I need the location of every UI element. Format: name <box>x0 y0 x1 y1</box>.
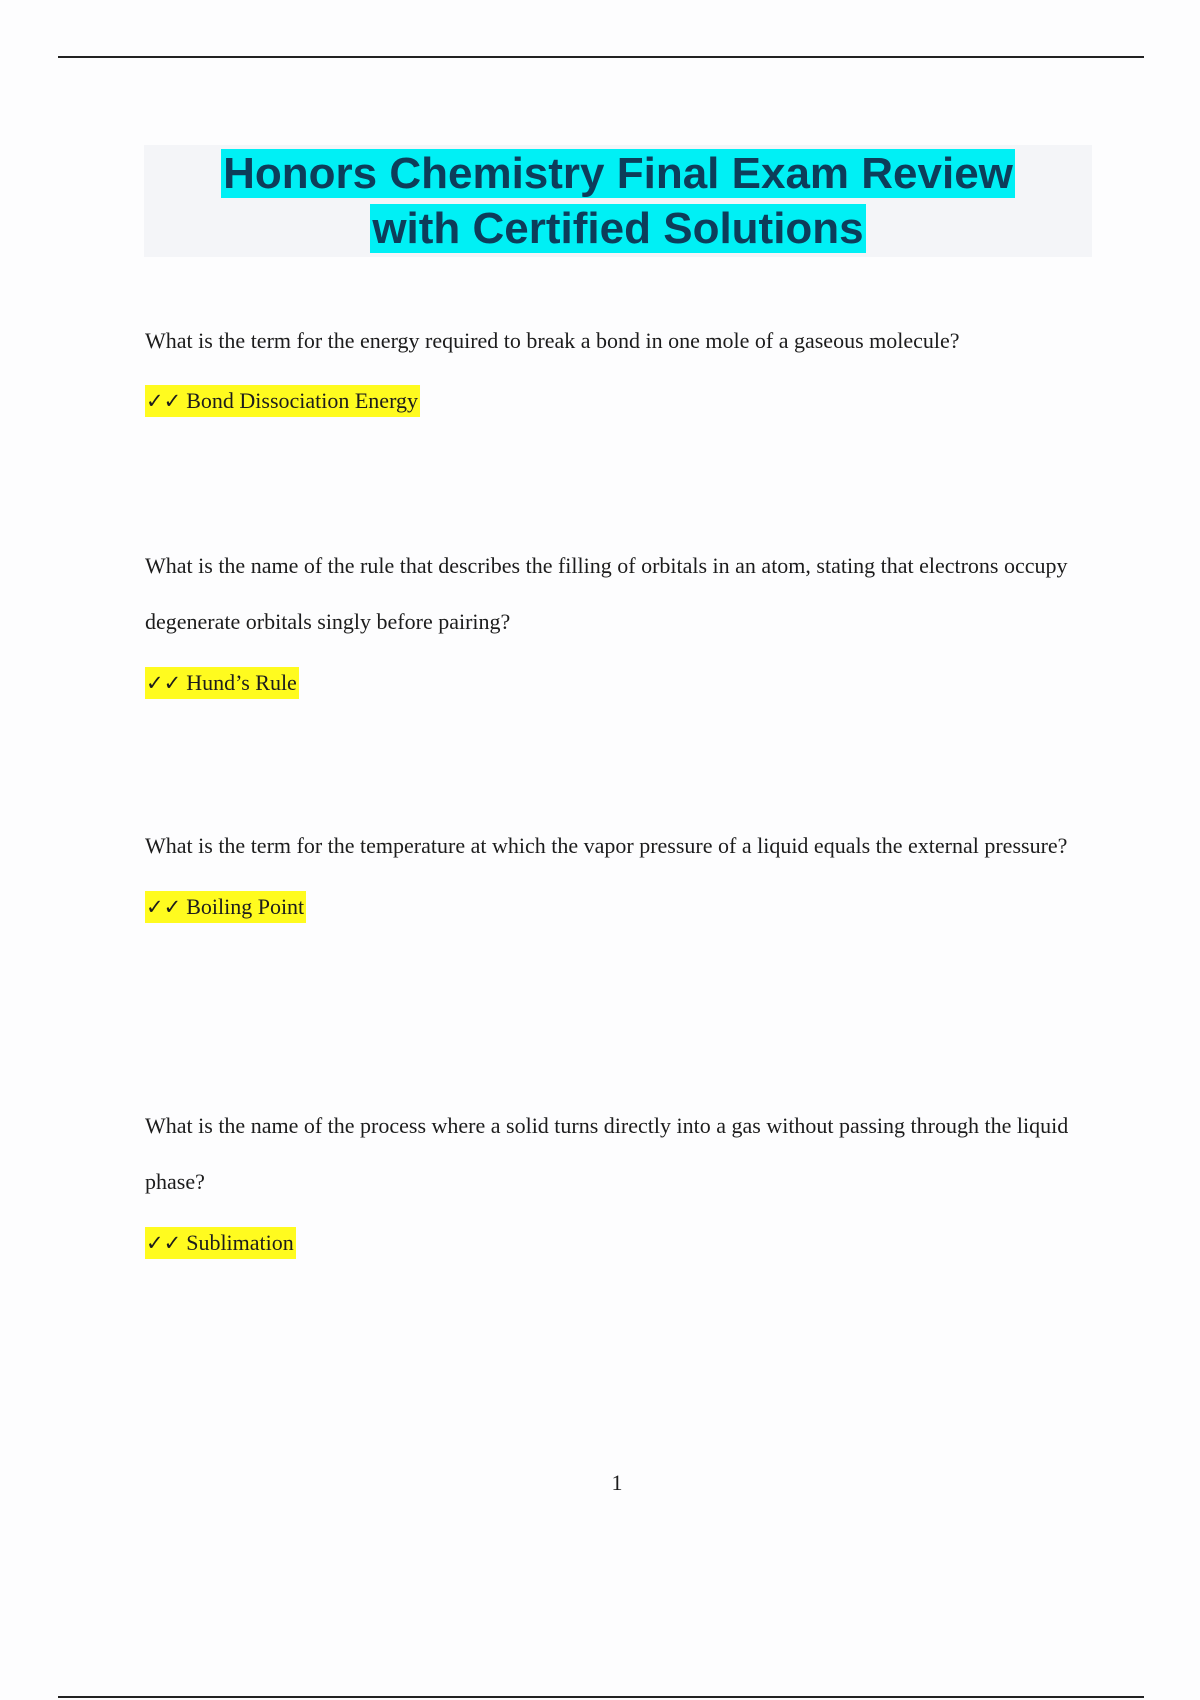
title-line-1: Honors Chemistry Final Exam Review <box>223 149 1013 198</box>
answer-highlight <box>145 1227 296 1259</box>
qa-item-3 <box>145 818 1095 922</box>
answer-label: Hund’s Rule <box>186 670 297 695</box>
answer-text <box>145 892 1095 922</box>
page-title <box>221 146 1015 256</box>
answer-highlight <box>145 667 299 699</box>
question-text: What is the term for the temperature at which the vapor pressure of a liquid equals the external pressure? <box>145 833 1068 858</box>
question-text: What is the name of the rule that describes the filling of orbitals in an atom, stating that electrons occupy degenerate orbitals singly before pairing? <box>145 553 1068 634</box>
answer-highlight <box>145 385 420 417</box>
answer-text <box>145 668 1095 698</box>
double-check-icon: ✓✓ <box>146 895 182 919</box>
title-banner <box>144 145 1092 257</box>
answer-text <box>145 386 1095 416</box>
question-text: What is the name of the process where a solid turns directly into a gas without passing through the liquid phase? <box>145 1113 1069 1194</box>
answer-label: Boiling Point <box>186 894 305 919</box>
header-rule <box>58 56 1144 58</box>
answer-label: Sublimation <box>186 1230 294 1255</box>
qa-item-4 <box>145 1098 1095 1258</box>
page-number: 1 <box>611 1470 623 1495</box>
answer-label: Bond Dissociation Energy <box>186 388 418 413</box>
double-check-icon: ✓✓ <box>146 671 182 695</box>
footer-rule <box>58 1696 1144 1698</box>
answer-text <box>145 1228 1095 1258</box>
title-line-2: with Certified Solutions <box>372 204 864 253</box>
double-check-icon: ✓✓ <box>146 389 182 413</box>
qa-item-2 <box>145 538 1095 698</box>
qa-item-1 <box>145 313 1095 416</box>
question-text: What is the term for the energy required to break a bond in one mole of a gaseous molecule? <box>145 328 960 353</box>
answer-highlight <box>145 891 306 923</box>
double-check-icon: ✓✓ <box>146 1231 182 1255</box>
